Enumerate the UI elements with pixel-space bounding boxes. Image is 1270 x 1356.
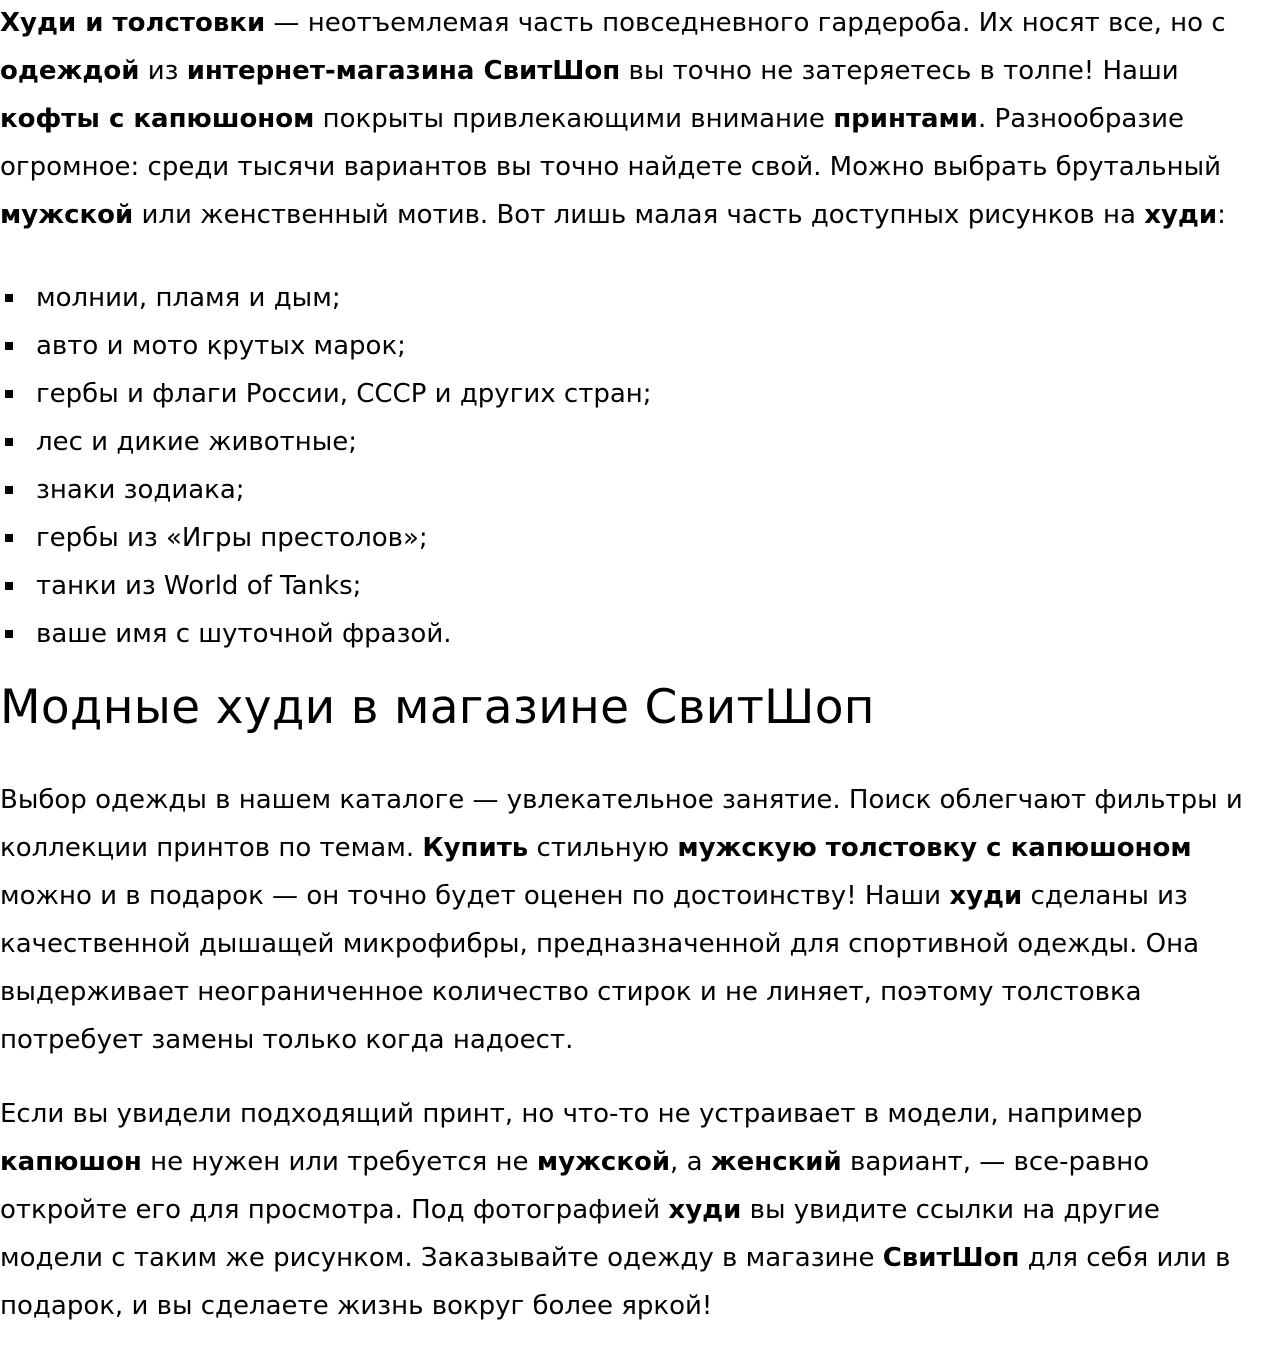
intro-keyword-clothing: одеждой (0, 56, 140, 86)
list-item (0, 418, 1270, 466)
variants-keyword-womens: женский (710, 1147, 842, 1177)
intro-keyword-hoodies: Худи и толстовки (0, 8, 266, 38)
intro-text: покрыты привлекающими внимание (314, 104, 834, 134)
variants-keyword-store: СвитШоп (882, 1243, 1020, 1273)
list-item (0, 610, 1270, 658)
intro-keyword-prints: принтами (833, 104, 979, 134)
catalog-text: можно и в подарок — он точно будет оценен по достоинству! Наши (0, 881, 950, 911)
intro-text: : (1217, 200, 1226, 230)
list-item-text: ваше имя с шуточной фразой. (36, 619, 452, 649)
variants-text: вариант, — все-равно откройте его для просмотра. Под фотографией (0, 1147, 1150, 1225)
list-item-text: танки из World of Tanks; (36, 571, 362, 601)
square-bullet-icon (5, 486, 13, 494)
catalog-text: сделаны из качественной дышащей микрофибры, предназначенной для спортивной одежды. Она выдерживает неограниченное количество стирок и не линяет, поэтому толстовка потребует замены только когда надоест. (0, 881, 1200, 1055)
catalog-paragraph (0, 776, 1270, 1064)
variants-text: , а (670, 1147, 711, 1177)
square-bullet-icon (5, 438, 13, 446)
variants-text: Если вы увидели подходящий принт, но что-то не устраивает в модели, например (0, 1099, 1143, 1129)
intro-keyword-hooded: кофты с капюшоном (0, 104, 315, 134)
variants-paragraph (0, 1090, 1270, 1330)
list-item-text: гербы из «Игры престолов»; (36, 523, 428, 553)
intro-text: — неотъемлемая часть повседневного гардероба. Их носят все, но с (265, 8, 1226, 38)
intro-text: вы точно не затеряетесь в толпе! Наши (620, 56, 1179, 86)
intro-text: . Разнообразие огромное: среди тысячи вариантов вы точно найдете свой. Можно выбрать брутальный (0, 104, 1222, 182)
section-heading: Модные худи в магазине СвитШоп (0, 680, 875, 735)
list-item-text: лес и дикие животные; (36, 427, 358, 457)
intro-keyword-hoodie: худи (1144, 200, 1218, 230)
list-item (0, 514, 1270, 562)
square-bullet-icon (5, 630, 13, 638)
list-item-text: авто и мото крутых марок; (36, 331, 406, 361)
catalog-keyword-mens-hoodie: мужскую толстовку с капюшоном (677, 833, 1192, 863)
list-item (0, 370, 1270, 418)
variants-keyword-hoodie: худи (668, 1195, 742, 1225)
list-item-text: гербы и флаги России, СССР и других стран; (36, 379, 652, 409)
variants-keyword-mens: мужской (536, 1147, 671, 1177)
list-item (0, 562, 1270, 610)
square-bullet-icon (5, 294, 13, 302)
intro-keyword-mens: мужской (0, 200, 134, 230)
intro-text: или женственный мотив. Вот лишь малая часть доступных рисунков на (133, 200, 1145, 230)
variants-text: для себя или в подарок, и вы сделаете жизнь вокруг более яркой! (0, 1243, 1231, 1321)
list-item-text: молнии, пламя и дым; (36, 283, 341, 313)
list-item (0, 466, 1270, 514)
prints-list (0, 274, 1270, 658)
variants-text: не нужен или требуется не (141, 1147, 537, 1177)
intro-text: из (139, 56, 187, 86)
square-bullet-icon (5, 390, 13, 398)
square-bullet-icon (5, 534, 13, 542)
catalog-keyword-buy: Купить (422, 833, 529, 863)
square-bullet-icon (5, 582, 13, 590)
catalog-text: Выбор одежды в нашем каталоге — увлекательное занятие. Поиск облегчают фильтры и коллекции принтов по темам. (0, 785, 1243, 863)
square-bullet-icon (5, 342, 13, 350)
intro-keyword-store: интернет-магазина СвитШоп (186, 56, 621, 86)
catalog-text: стильную (528, 833, 678, 863)
list-item (0, 322, 1270, 370)
variants-text: вы увидите ссылки на другие модели с таким же рисунком. Заказывайте одежду в магазине (0, 1195, 1160, 1273)
list-item (0, 274, 1270, 322)
variants-keyword-hood: капюшон (0, 1147, 142, 1177)
list-item-text: знаки зодиака; (36, 475, 245, 505)
catalog-keyword-hoodies: худи (949, 881, 1023, 911)
intro-paragraph (0, 0, 1270, 239)
